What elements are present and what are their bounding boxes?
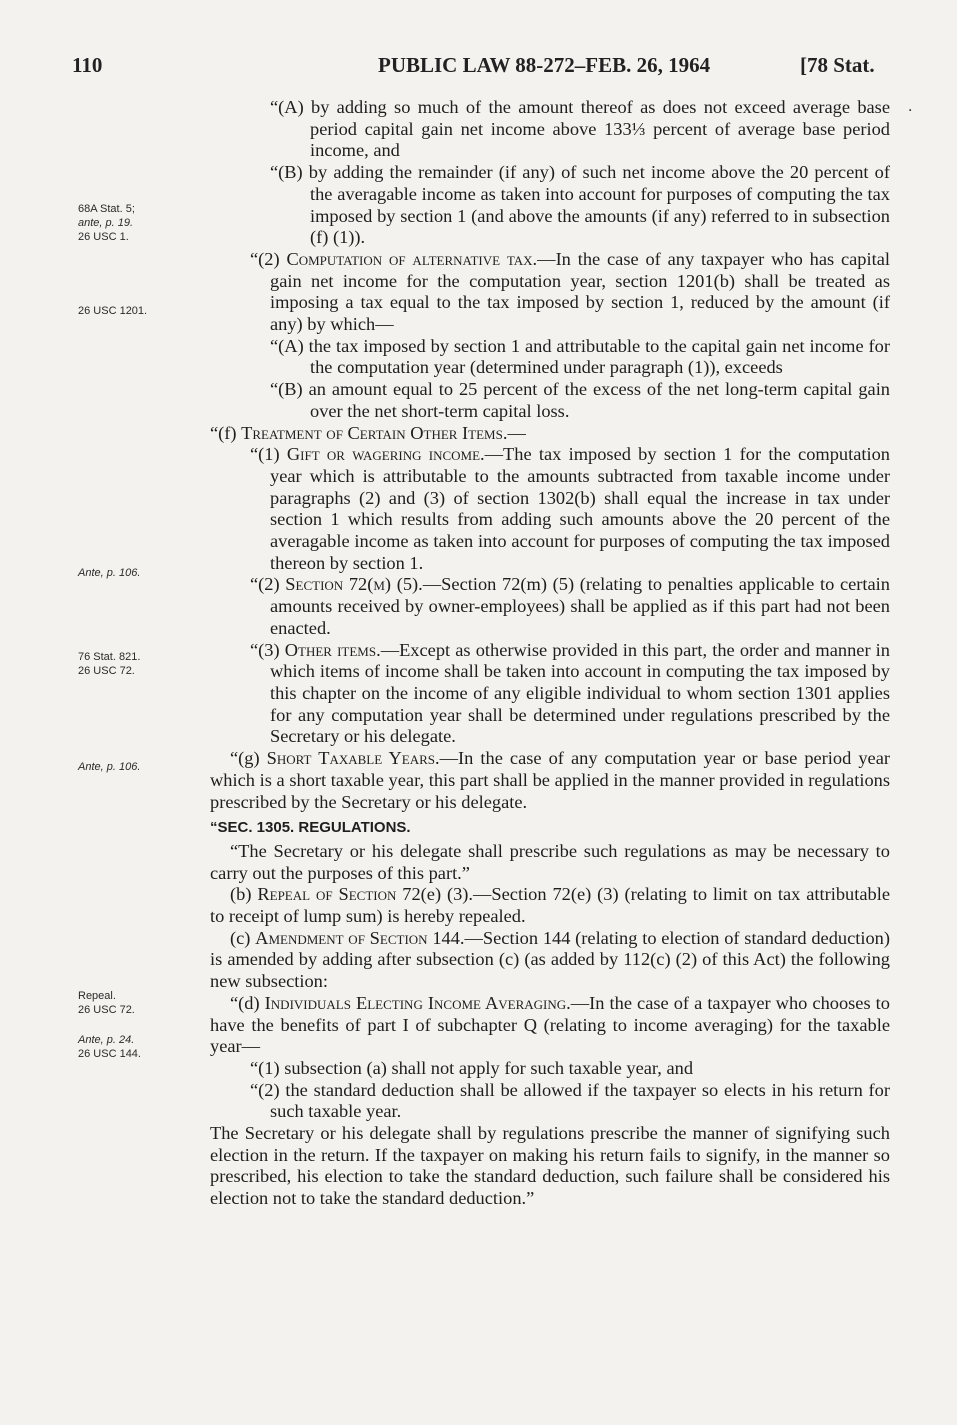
paragraph-f1: “(1) Gift or wagering income.—The tax imposed by section 1 for the computation year which is attributable to the amounts subtracted from taxable income under paragraphs (2) and (3) of section 1302(b) shall equal the increase in tax under section 1 which results from adding such amounts above the 20 percent of the averagable income as taken into account for purposes of computing the tax imposed thereon by section 1. xyxy=(250,444,890,573)
subsection-heading: Individuals Electing Income Averaging. xyxy=(264,992,571,1013)
page-number: 110 xyxy=(72,53,103,77)
paragraph-regulations: “The Secretary or his delegate shall prescribe such regulations as may be necessary to carry out the purposes of this part.” xyxy=(210,840,890,883)
volume-reference: [78 Stat. xyxy=(800,53,875,77)
stray-mark: · xyxy=(908,103,913,119)
paragraph-f2: “(2) Section 72(m) (5).—Section 72(m) (5) (relating to penalties applicable to certain amounts received by owner-employees) shall be applied as if this part had not been enacted. xyxy=(250,574,890,638)
paragraph-heading: Other items. xyxy=(284,639,381,660)
paragraph-e1b: “(B) by adding the remainder (if any) of such net income above the 20 percent of the averagable income as taken into account for purposes of computing the tax imposed by section 1 (and above the amounts (if any) referred to in subsection (f) (1)). xyxy=(270,162,890,248)
margin-note-7: Ante, p. 24. 26 USC 144. xyxy=(78,1034,141,1060)
margin-note-1: 68A Stat. 5; ante, p. 19. 26 USC 1. xyxy=(78,203,135,243)
margin-note-6: Repeal. 26 USC 72. xyxy=(78,990,135,1016)
page-title: PUBLIC LAW 88-272–FEB. 26, 1964 xyxy=(378,53,711,77)
subsection-heading: Short Taxable Years. xyxy=(266,748,440,769)
paragraph-d2: “(2) the standard deduction shall be allowed if the taxpayer so elects in his return for such taxable year. xyxy=(250,1079,890,1122)
subsection-f: “(f) Treatment of Certain Other Items.— xyxy=(210,422,526,443)
margin-note-5: Ante, p. 106. xyxy=(78,761,141,773)
margin-note-4: 76 Stat. 821. 26 USC 72. xyxy=(78,651,141,677)
paragraph-heading: Computation of alternative tax. xyxy=(286,248,538,269)
margin-note-3: Ante, p. 106. xyxy=(78,567,141,579)
subsection-heading: Amendment of Section xyxy=(255,927,428,948)
statute-text xyxy=(210,97,890,1210)
paragraph-d1: “(1) subsection (a) shall not apply for such taxable year, and xyxy=(250,1057,694,1078)
paragraph-closing: The Secretary or his delegate shall by regulations prescribe the manner of signifying such election in the return. If the taxpayer on making his return fails to signify, in the manner so prescribed, his election to take the standard deduction, such failure shall be considered his election not to take the standard deduction.” xyxy=(210,1123,890,1209)
section-heading: “SEC. 1305. REGULATIONS. xyxy=(210,819,411,837)
paragraph-e1a: “(A) by adding so much of the amount thereof as does not exceed average base period capital gain net income above 133⅓ percent of average base period income, and xyxy=(270,97,890,161)
paragraph-heading: Gift or wagering income. xyxy=(286,444,485,465)
paragraph-e2b: “(B) an amount equal to 25 percent of the excess of the net long-term capital gain over the net short-term capital loss. xyxy=(270,379,890,421)
paragraph-heading: Section 72(m) (5). xyxy=(285,574,423,595)
subsection-heading: Treatment of Certain Other Items. xyxy=(241,422,508,443)
subsection-b: (b) Repeal of Section 72(e) (3).—Section 72(e) (3) (relating to limit on tax attributable to receipt of lump sum) is hereby repealed. xyxy=(210,884,890,927)
subsection-heading: Repeal of Section xyxy=(257,884,397,905)
subsection-c: (c) Amendment of Section 144.—Section 144 (relating to election of standard deduction) is amended by adding after subsection (c) (as added by 112(c) (2) of this Act) the following new subsection: xyxy=(210,927,890,992)
paragraph-e2: “(2) Computation of alternative tax.—In the case of any taxpayer who has capital gain net income for the computation year, section 1201(b) shall be treated as imposing a tax equal to the tax imposed by section 1, reduced by the amount (if any) by which— xyxy=(250,248,890,335)
margin-note-2: 26 USC 1201. xyxy=(78,305,148,317)
paragraph-f3: “(3) Other items.—Except as otherwise provided in this part, the order and manner in which items of income shall be taken into account in computing the tax imposed by this chapter on the income of any eligible individual to whom section 1301 applies for any computation year shall be determined under regulations prescribed by the Secretary or his delegate. xyxy=(250,639,890,747)
paragraph-e2a: “(A) the tax imposed by section 1 and attributable to the capital gain net income for the computation year (determined under paragraph (1)), exceeds xyxy=(270,335,890,378)
subsection-g: “(g) Short Taxable Years.—In the case of any computation year or base period year which is a short taxable year, this part shall be applied in the manner provided in regulations prescribed by the Secretary or his delegate. xyxy=(210,748,890,812)
subsection-d: “(d) Individuals Electing Income Averaging.—In the case of a taxpayer who chooses to have the benefits of part I of subchapter Q (relating to income averaging) for the taxable year— xyxy=(210,992,890,1057)
